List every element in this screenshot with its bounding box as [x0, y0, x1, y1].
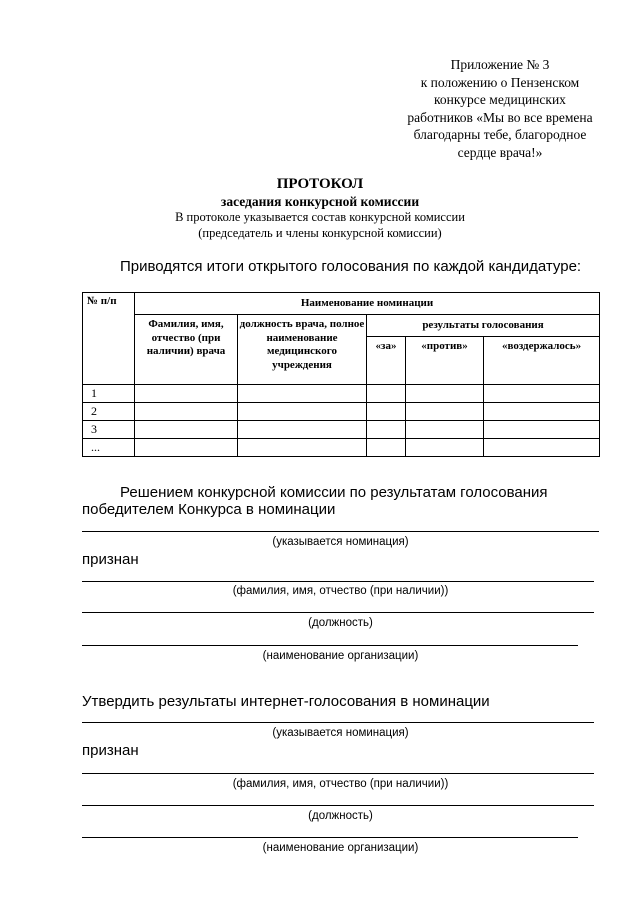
organization-fill-line[interactable] [82, 645, 578, 646]
table-cell[interactable] [484, 421, 600, 439]
organization-caption-2: (наименование организации) [262, 842, 419, 854]
col-name-header: Фамилия, имя, отчество (при наличии) врача [135, 315, 238, 385]
table-row [83, 421, 600, 439]
appendix-line: к положению о Пензенском [420, 74, 580, 90]
table-cell[interactable] [367, 403, 406, 421]
organization-caption: (наименование организации) [262, 650, 419, 662]
table-row [83, 403, 600, 421]
row-number: ... [83, 439, 135, 457]
fio-caption-2: (фамилия, имя, отчество (при наличии)) [232, 778, 449, 790]
organization-fill-line-2[interactable] [82, 837, 578, 838]
appendix-line: конкурсе медицинских [434, 92, 566, 107]
col-for-header: «за» [367, 337, 406, 385]
table-cell[interactable] [484, 403, 600, 421]
fio-caption: (фамилия, имя, отчество (при наличии)) [232, 585, 449, 597]
appendix-line: сердце врача!» [457, 144, 543, 160]
document-subtitle: заседания конкурсной комиссии [220, 194, 420, 209]
col-against-header: «против» [406, 337, 484, 385]
table-cell[interactable] [135, 439, 238, 457]
appendix-line: благодарны тебе, благородное [413, 127, 587, 142]
row-number: 1 [83, 385, 135, 403]
position-fill-line[interactable] [82, 612, 594, 613]
nomination-caption-2: (указывается номинация) [272, 727, 409, 739]
nomination-header: Наименование номинации [135, 293, 600, 315]
recognized-label: признан [82, 551, 139, 568]
appendix-block [395, 56, 605, 161]
table-row [83, 385, 600, 403]
table-cell[interactable] [484, 385, 600, 403]
table-cell[interactable] [238, 403, 367, 421]
document-title: ПРОТОКОЛ [276, 176, 364, 192]
col-number-header: № п/п [83, 293, 135, 385]
appendix-line: Приложение № 3 [450, 57, 550, 72]
intro-text: Приводятся итоги открытого голосования по каждой кандидатуре: [120, 258, 582, 275]
col-position-header: должность врача, полное наименование медицинского учреждения [238, 315, 367, 385]
nomination-fill-line[interactable] [82, 531, 599, 532]
composition-note-detail: (председатель и члены конкурсной комиссии) [198, 226, 442, 240]
table-cell[interactable] [238, 421, 367, 439]
composition-note: В протоколе указывается состав конкурсной комиссии [175, 210, 465, 224]
row-number: 3 [83, 421, 135, 439]
fio-fill-line-2[interactable] [82, 773, 594, 774]
table-cell[interactable] [406, 403, 484, 421]
table-cell[interactable] [135, 403, 238, 421]
voting-results-table [82, 292, 600, 457]
table-cell[interactable] [367, 385, 406, 403]
decision-text: Решением конкурсной комиссии по результатам голосования [120, 484, 548, 501]
table-cell[interactable] [135, 385, 238, 403]
position-caption: (должность) [308, 617, 373, 629]
table-row [83, 439, 600, 457]
position-caption-2: (должность) [308, 810, 373, 822]
table-cell[interactable] [367, 439, 406, 457]
table-cell[interactable] [238, 385, 367, 403]
row-number: 2 [83, 403, 135, 421]
results-header: результаты голосования [367, 315, 600, 337]
internet-vote-text: Утвердить результаты интернет-голосования в номинации [82, 693, 490, 710]
appendix-line: работников «Мы во все времена [407, 109, 593, 125]
table-cell[interactable] [406, 385, 484, 403]
nomination-fill-line-2[interactable] [82, 722, 594, 723]
table-cell[interactable] [406, 439, 484, 457]
col-abstain-header: «воздержалось» [484, 337, 600, 385]
fio-fill-line[interactable] [82, 581, 594, 582]
recognized-label-2: признан [82, 742, 139, 759]
table-cell[interactable] [406, 421, 484, 439]
position-fill-line-2[interactable] [82, 805, 594, 806]
table-cell[interactable] [238, 439, 367, 457]
nomination-caption: (указывается номинация) [272, 536, 409, 548]
table-cell[interactable] [135, 421, 238, 439]
decision-text-continued: победителем Конкурса в номинации [82, 501, 336, 518]
table-cell[interactable] [484, 439, 600, 457]
table-cell[interactable] [367, 421, 406, 439]
